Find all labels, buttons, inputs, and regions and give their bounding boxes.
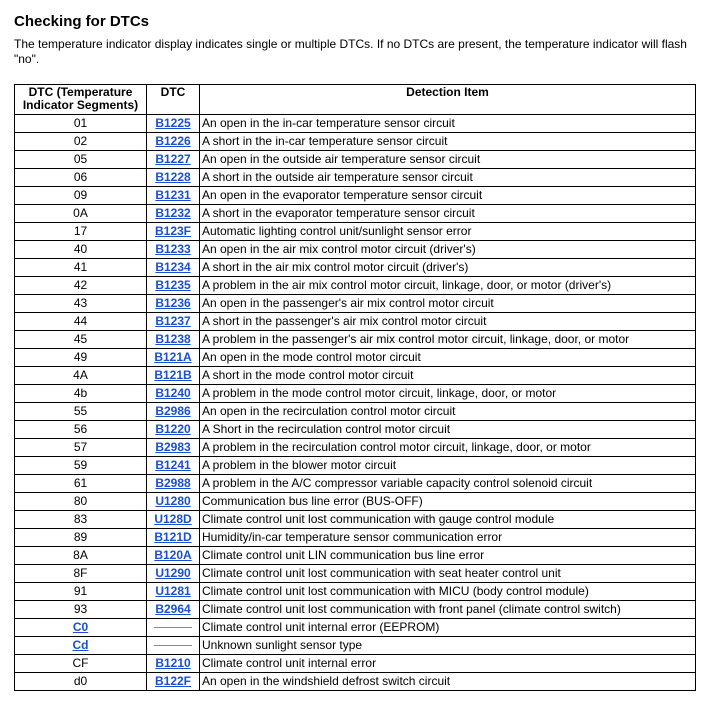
detection-item-cell: An open in the mode control motor circuit xyxy=(200,349,696,367)
detection-item-cell: An open in the recirculation control motor circuit xyxy=(200,403,696,421)
segment-value: 02 xyxy=(73,134,88,148)
detection-item-cell: A problem in the mode control motor circuit, linkage, door, or motor xyxy=(200,385,696,403)
table-row xyxy=(15,493,696,511)
segment-cell xyxy=(15,403,147,421)
dtc-cell xyxy=(147,547,200,565)
dtc-link[interactable]: B1235 xyxy=(155,278,191,292)
segment-value: 05 xyxy=(73,152,88,166)
segment-cell xyxy=(15,601,147,619)
dtc-link[interactable]: B2983 xyxy=(155,440,191,454)
segment-value: 17 xyxy=(73,224,88,238)
table-row xyxy=(15,295,696,313)
dtc-link[interactable]: B1234 xyxy=(155,260,191,274)
dtc-cell xyxy=(147,601,200,619)
detection-item-cell: Unknown sunlight sensor type xyxy=(200,637,696,655)
segment-value: 42 xyxy=(73,278,88,292)
dtc-cell xyxy=(147,331,200,349)
segment-cell xyxy=(15,331,147,349)
dtc-cell xyxy=(147,529,200,547)
table-row xyxy=(15,439,696,457)
table-row xyxy=(15,367,696,385)
segment-value: d0 xyxy=(73,674,88,688)
table-row xyxy=(15,187,696,205)
dtc-cell xyxy=(147,655,200,673)
table-row xyxy=(15,259,696,277)
segment-value: 45 xyxy=(73,332,88,346)
table-row xyxy=(15,673,696,691)
detection-item-cell: Climate control unit internal error xyxy=(200,655,696,673)
table-row xyxy=(15,313,696,331)
detection-item-cell: Communication bus line error (BUS-OFF) xyxy=(200,493,696,511)
dtc-link[interactable]: B1232 xyxy=(155,206,191,220)
detection-item-cell: Humidity/in-car temperature sensor communication error xyxy=(200,529,696,547)
dtc-link[interactable]: U1280 xyxy=(155,494,191,508)
dtc-cell xyxy=(147,565,200,583)
intro-paragraph: The temperature indicator display indicates single or multiple DTCs. If no DTCs are present, the temperature indicator will flash "no". xyxy=(14,37,687,66)
dtc-cell xyxy=(147,313,200,331)
segment-value: 8A xyxy=(73,548,88,562)
detection-item-cell: A problem in the passenger's air mix control motor circuit, linkage, door, or motor xyxy=(200,331,696,349)
dtc-cell xyxy=(147,115,200,133)
segment-cell xyxy=(15,439,147,457)
header-detection-item: Detection Item xyxy=(200,85,696,115)
segment-cell xyxy=(15,151,147,169)
segment-cell xyxy=(15,637,147,655)
segment-cell xyxy=(15,367,147,385)
segment-value: 93 xyxy=(73,602,88,616)
dtc-cell xyxy=(147,295,200,313)
segment-cell xyxy=(15,295,147,313)
detection-item-cell: A short in the outside air temperature sensor circuit xyxy=(200,169,696,187)
segment-cell xyxy=(15,619,147,637)
segment-value: 44 xyxy=(73,314,88,328)
no-dtc-dash xyxy=(154,645,192,646)
dtc-link[interactable]: B121A xyxy=(154,350,192,364)
table-row xyxy=(15,619,696,637)
detection-item-cell: An open in the windshield defrost switch circuit xyxy=(200,673,696,691)
segment-cell xyxy=(15,223,147,241)
detection-item-cell: An open in the evaporator temperature sensor circuit xyxy=(200,187,696,205)
table-header-row xyxy=(15,85,696,115)
dtc-cell xyxy=(147,583,200,601)
segment-cell xyxy=(15,187,147,205)
dtc-cell xyxy=(147,385,200,403)
dtc-link[interactable]: B1241 xyxy=(155,458,191,472)
segment-cell xyxy=(15,385,147,403)
segment-value: 49 xyxy=(73,350,88,364)
dtc-link[interactable]: B1226 xyxy=(155,134,191,148)
segment-cell xyxy=(15,529,147,547)
dtc-link[interactable]: B121B xyxy=(154,368,192,382)
detection-item-cell: A Short in the recirculation control motor circuit xyxy=(200,421,696,439)
segment-cell xyxy=(15,547,147,565)
detection-item-cell: Climate control unit internal error (EEPROM) xyxy=(200,619,696,637)
table-row xyxy=(15,133,696,151)
segment-value: 91 xyxy=(73,584,88,598)
segment-cell xyxy=(15,421,147,439)
segment-cell xyxy=(15,475,147,493)
segment-link[interactable]: Cd xyxy=(72,638,89,652)
dtc-link[interactable]: B1240 xyxy=(155,386,191,400)
detection-item-cell: A short in the passenger's air mix control motor circuit xyxy=(200,313,696,331)
detection-item-cell: A problem in the A/C compressor variable capacity control solenoid circuit xyxy=(200,475,696,493)
segment-value: 61 xyxy=(73,476,88,490)
segment-value: 01 xyxy=(73,116,88,130)
detection-item-cell: Climate control unit LIN communication bus line error xyxy=(200,547,696,565)
table-row xyxy=(15,547,696,565)
dtc-link[interactable]: B1238 xyxy=(155,332,191,346)
detection-item-cell: An open in the passenger's air mix control motor circuit xyxy=(200,295,696,313)
dtc-link[interactable]: U128D xyxy=(154,512,192,526)
segment-cell xyxy=(15,313,147,331)
header-dtc: DTC xyxy=(147,85,200,115)
segment-value: 4b xyxy=(73,386,88,400)
table-body xyxy=(15,115,696,691)
dtc-link[interactable]: B1233 xyxy=(155,242,191,256)
dtc-link[interactable]: B1236 xyxy=(155,296,191,310)
segment-cell xyxy=(15,277,147,295)
dtc-link[interactable]: B122F xyxy=(154,674,192,688)
dtc-link[interactable]: B1210 xyxy=(155,656,191,670)
table-row xyxy=(15,529,696,547)
segment-cell xyxy=(15,511,147,529)
segment-cell xyxy=(15,259,147,277)
table-row xyxy=(15,457,696,475)
dtc-link[interactable]: B2988 xyxy=(155,476,191,490)
segment-cell xyxy=(15,655,147,673)
segment-cell xyxy=(15,115,147,133)
dtc-link[interactable]: B2964 xyxy=(155,602,191,616)
segment-value: 43 xyxy=(73,296,88,310)
dtc-link[interactable]: U1281 xyxy=(155,584,191,598)
dtc-cell xyxy=(147,439,200,457)
detection-item-cell: Automatic lighting control unit/sunlight sensor error xyxy=(200,223,696,241)
dtc-link[interactable]: B2986 xyxy=(155,404,191,418)
segment-cell xyxy=(15,205,147,223)
header-segments: DTC (Temperature Indicator Segments) xyxy=(15,85,147,115)
table-row xyxy=(15,331,696,349)
dtc-cell xyxy=(147,151,200,169)
table-row xyxy=(15,475,696,493)
table-row xyxy=(15,115,696,133)
dtc-link[interactable]: B1227 xyxy=(155,152,191,166)
table-row xyxy=(15,583,696,601)
dtc-link[interactable]: B1228 xyxy=(155,170,191,184)
dtc-link[interactable]: B1231 xyxy=(155,188,191,202)
dtc-link[interactable]: B121D xyxy=(154,530,192,544)
segment-value: 06 xyxy=(73,170,88,184)
segment-cell xyxy=(15,241,147,259)
dtc-cell xyxy=(147,493,200,511)
segment-link[interactable]: C0 xyxy=(72,620,89,634)
dtc-cell xyxy=(147,349,200,367)
dtc-link[interactable]: B120A xyxy=(154,548,192,562)
table-row xyxy=(15,637,696,655)
table-row xyxy=(15,205,696,223)
segment-value: 59 xyxy=(73,458,88,472)
dtc-cell xyxy=(147,457,200,475)
dtc-cell xyxy=(147,511,200,529)
dtc-cell xyxy=(147,169,200,187)
dtc-cell xyxy=(147,403,200,421)
segment-value: 55 xyxy=(73,404,88,418)
detection-item-cell: A short in the air mix control motor circuit (driver's) xyxy=(200,259,696,277)
dtc-cell xyxy=(147,241,200,259)
segment-value: 89 xyxy=(73,530,88,544)
segment-cell xyxy=(15,583,147,601)
detection-item-cell: A short in the in-car temperature sensor circuit xyxy=(200,133,696,151)
dtc-link[interactable]: B1225 xyxy=(155,116,191,130)
dtc-table xyxy=(14,84,696,691)
table-row xyxy=(15,403,696,421)
table-row xyxy=(15,277,696,295)
segment-value: 09 xyxy=(73,188,88,202)
table-row xyxy=(15,223,696,241)
page-title: Checking for DTCs xyxy=(14,13,150,30)
detection-item-cell: Climate control unit lost communication with MICU (body control module) xyxy=(200,583,696,601)
table-row xyxy=(15,421,696,439)
dtc-cell xyxy=(147,367,200,385)
dtc-cell xyxy=(147,475,200,493)
table-row xyxy=(15,601,696,619)
detection-item-cell: A short in the evaporator temperature sensor circuit xyxy=(200,205,696,223)
detection-item-cell: An open in the air mix control motor circuit (driver's) xyxy=(200,241,696,259)
dtc-cell xyxy=(147,205,200,223)
detection-item-cell: A problem in the air mix control motor circuit, linkage, door, or motor (driver's) xyxy=(200,277,696,295)
dtc-cell xyxy=(147,259,200,277)
segment-cell xyxy=(15,493,147,511)
segment-value: 0A xyxy=(73,206,88,220)
segment-value: 80 xyxy=(73,494,88,508)
dtc-link[interactable]: B1237 xyxy=(155,314,191,328)
detection-item-cell: Climate control unit lost communication with seat heater control unit xyxy=(200,565,696,583)
detection-item-cell: Climate control unit lost communication with gauge control module xyxy=(200,511,696,529)
segment-value: 57 xyxy=(73,440,88,454)
table-row xyxy=(15,565,696,583)
no-dtc-dash xyxy=(154,627,192,628)
dtc-cell xyxy=(147,133,200,151)
dtc-cell xyxy=(147,187,200,205)
detection-item-cell: A short in the mode control motor circuit xyxy=(200,367,696,385)
detection-item-cell: An open in the in-car temperature sensor circuit xyxy=(200,115,696,133)
document xyxy=(14,12,696,688)
table-row xyxy=(15,241,696,259)
segment-value: 56 xyxy=(73,422,88,436)
table-row xyxy=(15,169,696,187)
detection-item-cell: Climate control unit lost communication with front panel (climate control switch) xyxy=(200,601,696,619)
table-row xyxy=(15,655,696,673)
segment-value: 41 xyxy=(73,260,88,274)
dtc-link[interactable]: B123F xyxy=(154,224,192,238)
segment-cell xyxy=(15,133,147,151)
dtc-cell xyxy=(147,421,200,439)
segment-cell xyxy=(15,169,147,187)
segment-value: 83 xyxy=(73,512,88,526)
table-row xyxy=(15,511,696,529)
segment-cell xyxy=(15,457,147,475)
segment-value: 8F xyxy=(73,566,88,580)
detection-item-cell: A problem in the blower motor circuit xyxy=(200,457,696,475)
table-row xyxy=(15,385,696,403)
segment-cell xyxy=(15,673,147,691)
segment-cell xyxy=(15,349,147,367)
detection-item-cell: An open in the outside air temperature sensor circuit xyxy=(200,151,696,169)
dtc-cell xyxy=(147,619,200,637)
dtc-link[interactable]: U1290 xyxy=(155,566,191,580)
dtc-link[interactable]: B1220 xyxy=(155,422,191,436)
table-row xyxy=(15,151,696,169)
segment-cell xyxy=(15,565,147,583)
table-row xyxy=(15,349,696,367)
dtc-cell xyxy=(147,673,200,691)
segment-value: CF xyxy=(72,656,89,670)
segment-value: 4A xyxy=(73,368,88,382)
dtc-cell xyxy=(147,637,200,655)
segment-value: 40 xyxy=(73,242,88,256)
dtc-cell xyxy=(147,223,200,241)
detection-item-cell: A problem in the recirculation control motor circuit, linkage, door, or motor xyxy=(200,439,696,457)
dtc-cell xyxy=(147,277,200,295)
